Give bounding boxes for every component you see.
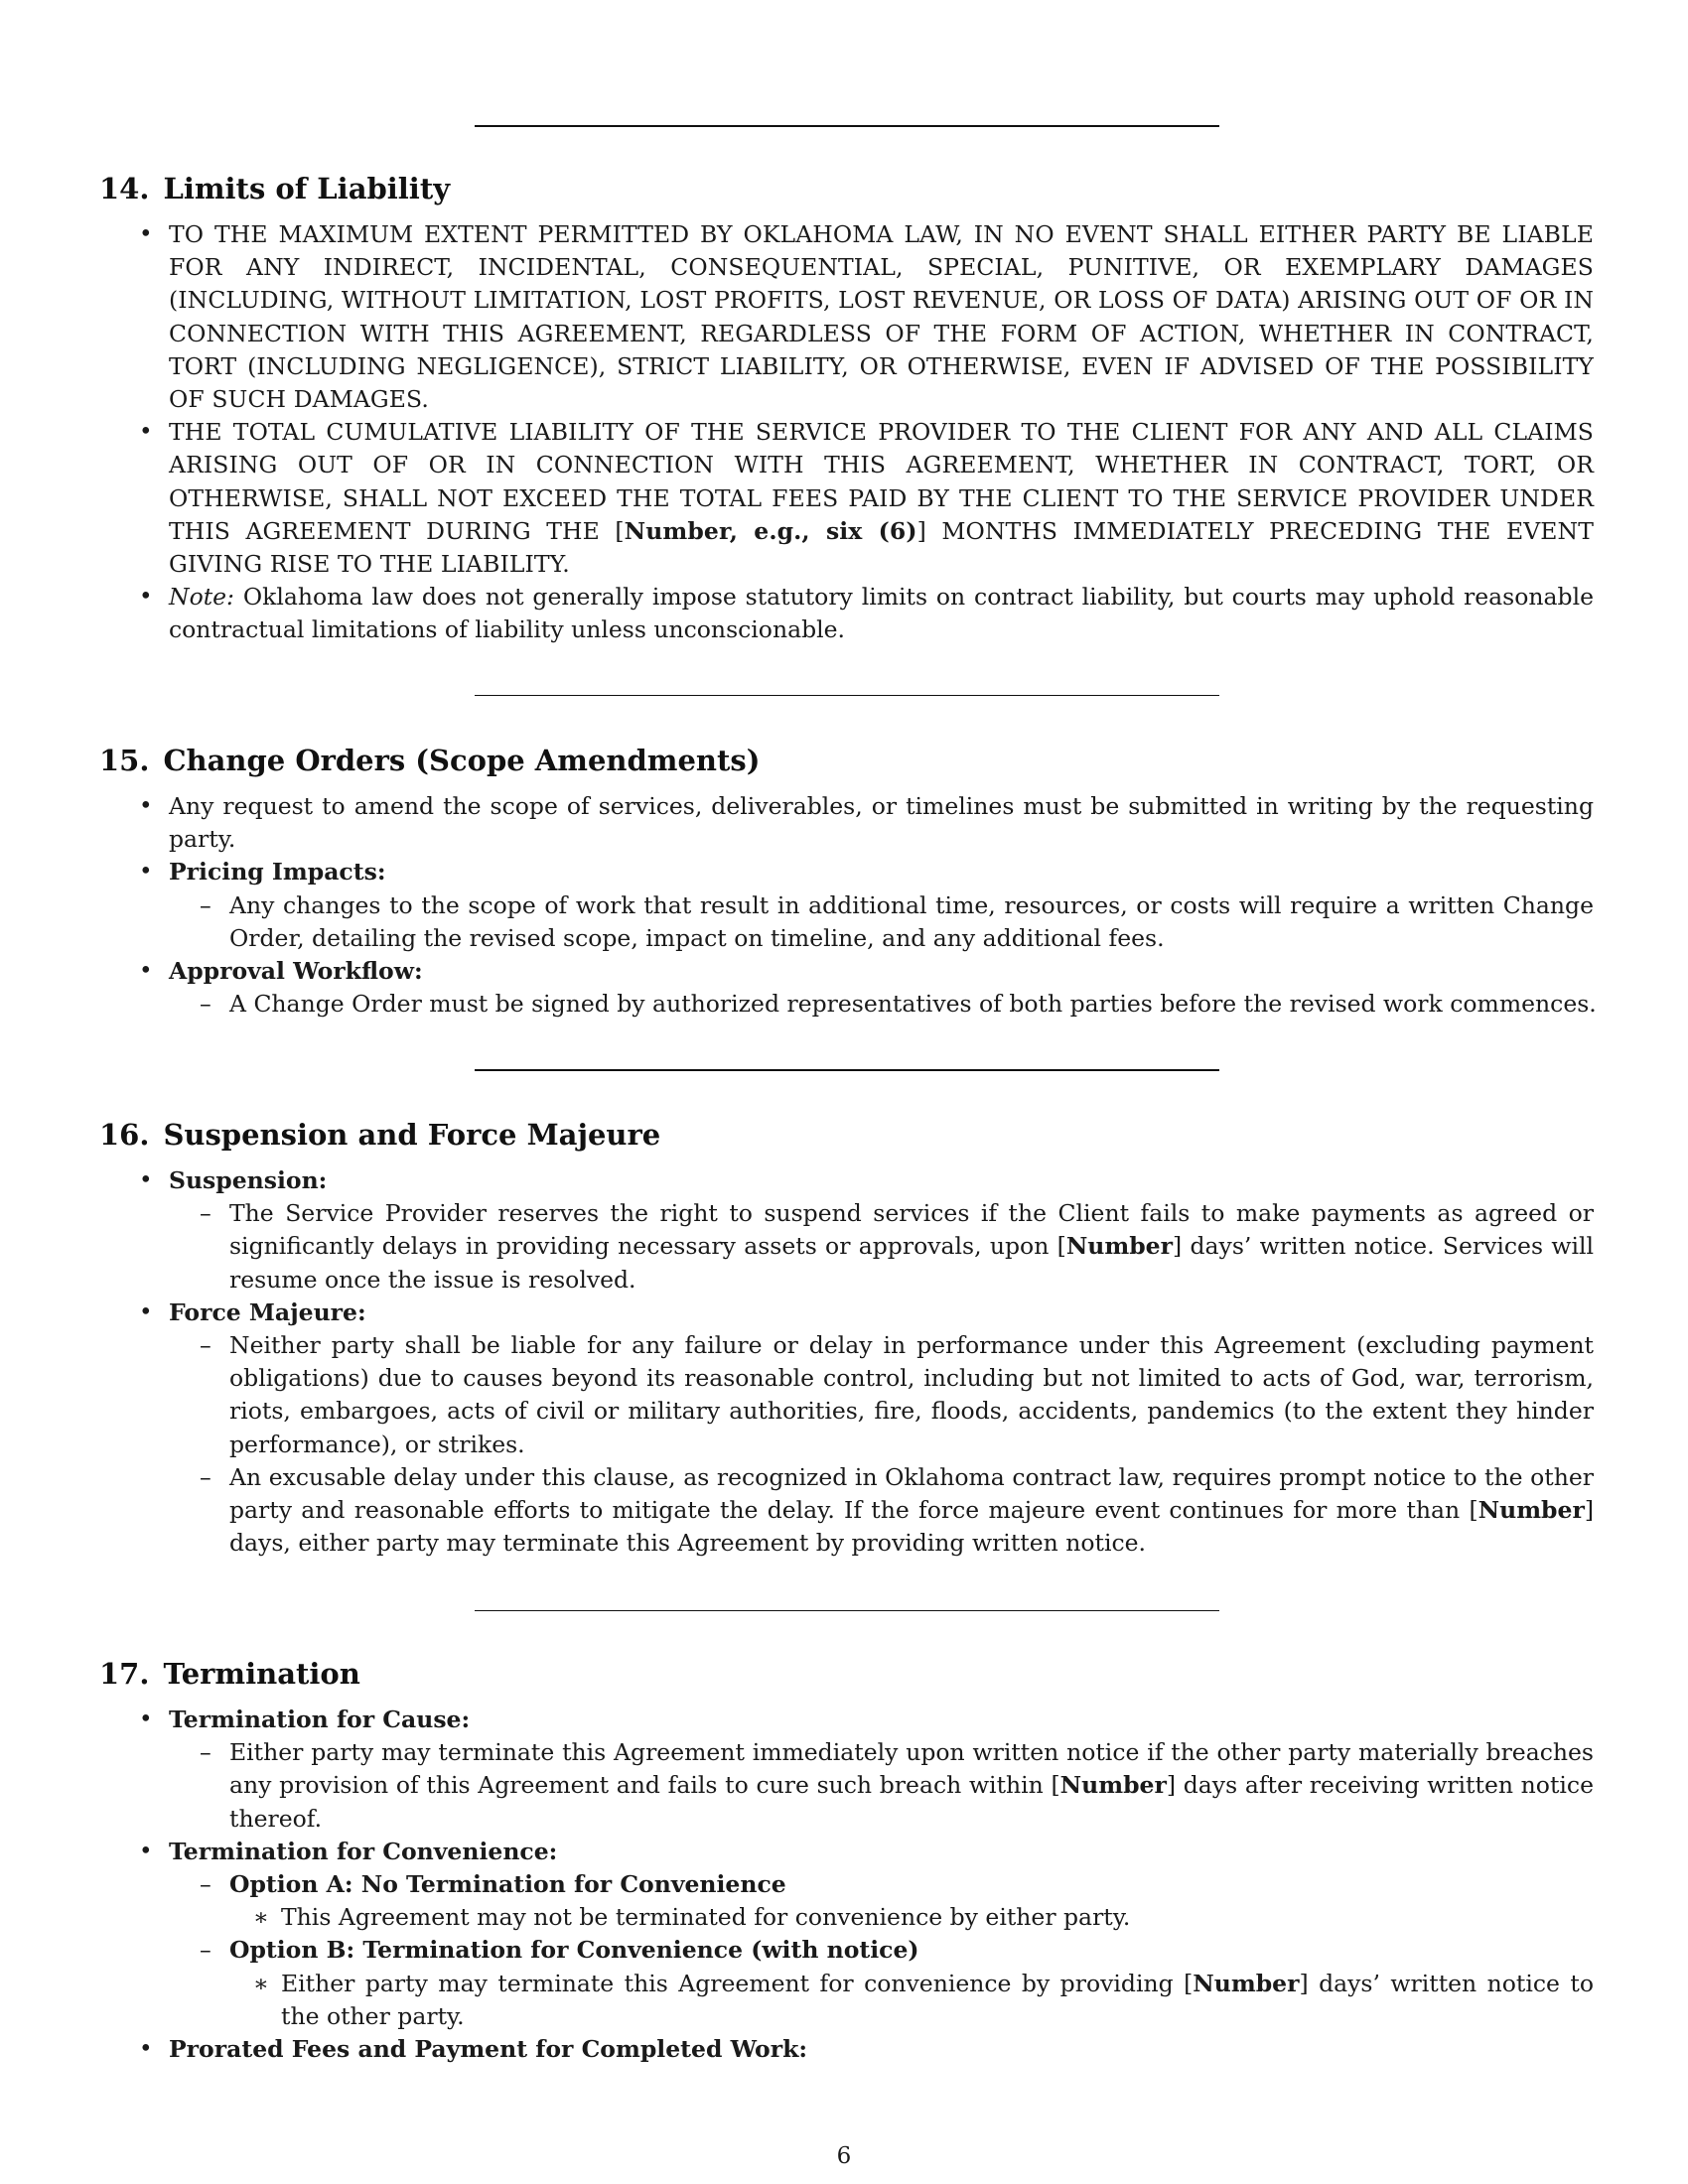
list-item: [99, 1704, 1594, 1836]
list-item: [99, 2033, 1594, 2066]
sub-sub-list: [229, 1968, 1594, 2033]
section-number: 15.: [99, 744, 150, 777]
placeholder-number: Number, e.g., six (6): [624, 516, 917, 545]
item-text: This Agreement may not be terminated for convenience by either party.: [281, 1903, 1131, 1932]
item-text: ] days’ written notice. Services will resume once the issue is resolved.: [229, 1232, 1594, 1294]
sub-list: [169, 889, 1594, 955]
sub-list: [169, 1197, 1594, 1297]
page-number: 6: [836, 2143, 852, 2169]
item-text: TO THE MAXIMUM EXTENT PERMITTED BY OKLAHOMA LAW, IN NO EVENT SHALL EITHER PARTY BE LIABLE FOR ANY INDIRECT, INCIDENTAL, CONSEQUENTIAL, SPECIAL, PUNITIVE, OR EXEMPLARY DAMAGES (INCLUDING, WITHOUT LIMITATION, LOST PROFITS, LOST REVENUE, OR LOSS OF DATA) ARISING OUT OF OR IN CONNECTION WITH THIS AGREEMENT, REGARDLESS OF THE FORM OF ACTION, WHETHER IN CONTRACT, TORT (INCLUDING NEGLIGENCE), STRICT LIABILITY, OR OTHERWISE, EVEN IF ADVISED OF THE POSSIBILITY OF SUCH DAMAGES.: [169, 220, 1594, 414]
placeholder-number: Number: [1477, 1496, 1585, 1525]
item-label: Termination for Cause:: [169, 1706, 471, 1733]
section-15: [99, 743, 1597, 1021]
placeholder-number: Number: [1193, 1969, 1300, 1997]
list-item: [99, 1297, 1594, 1561]
list-item: [99, 581, 1594, 646]
note-label: Note:: [169, 583, 234, 612]
item-text: Oklahoma law does not generally impose statutory limits on contract liability, but courts may uphold reasonable contractual limitations of liability unless unconscionable.: [169, 583, 1594, 644]
item-text: ] days’ written notice to the other party.: [281, 1969, 1594, 2030]
bullet-list: [99, 1704, 1594, 2066]
section-heading: [99, 1656, 1594, 1692]
list-item: [99, 955, 1597, 1021]
section-title: Limits of Liability: [163, 172, 451, 205]
sub-list: [169, 1736, 1594, 1836]
item-label: Suspension:: [169, 1166, 328, 1194]
bullet-list: [99, 1164, 1594, 1560]
section-divider: [475, 1610, 1219, 1611]
list-item: [99, 218, 1594, 416]
placeholder-number: Number: [1059, 1771, 1167, 1800]
item-label: Force Majeure:: [169, 1297, 366, 1326]
item-text: Any changes to the scope of work that result in additional time, resources, or costs will require a written Change Order, detailing the revised scope, impact on timeline, and any additional fees.: [229, 890, 1594, 952]
item-text: ] days, either party may terminate this Agreement by providing written notice.: [229, 1496, 1594, 1558]
list-item: [99, 790, 1594, 856]
placeholder-number: Number: [1065, 1232, 1174, 1261]
item-text: Any request to amend the scope of services, deliverables, or timelines must be submitted in writing by the requesting party.: [169, 792, 1594, 854]
sub-item: [169, 1868, 1594, 1934]
list-item: [99, 1164, 1594, 1297]
section-title: Change Orders (Scope Amendments): [163, 744, 761, 777]
sub-sub-item: [229, 1968, 1594, 2033]
section-divider: [475, 1069, 1219, 1071]
option-label: Option B: Termination for Convenience (with notice): [229, 1936, 919, 1965]
item-text: The Service Provider reserves the right to suspend services if the Client fails to make payments as agreed or significantly delays in providing necessary assets or approvals, upon [: [229, 1199, 1594, 1261]
section-divider: [475, 125, 1219, 127]
sub-item: [169, 1197, 1594, 1297]
bullet-list: [99, 218, 1594, 647]
item-label: Termination for Convenience:: [169, 1837, 558, 1865]
list-item: [99, 1836, 1594, 2033]
section-number: 17.: [99, 1657, 150, 1691]
item-text: Neither party shall be liable for any failure or delay in performance under this Agreement (excluding payment obligations) due to causes beyond its reasonable control, including but not limited to acts of God, war, terrorism, riots, embargoes, acts of civil or military authorities, fire, floods, accidents, pandemics (to the extent they hinder performance), or strikes.: [229, 1331, 1594, 1458]
item-label: Pricing Impacts:: [169, 858, 386, 887]
item-text: Either party may terminate this Agreement immediately upon written notice if the other party materially breaches any provision of this Agreement and fails to cure such breach within [: [229, 1738, 1594, 1800]
sub-item: [169, 1461, 1594, 1561]
item-text: An excusable delay under this clause, as recognized in Oklahoma contract law, requires prompt notice to the other party and reasonable efforts to mitigate the delay. If the force majeure event continues for more than [: [229, 1462, 1594, 1525]
sub-list: [169, 988, 1597, 1021]
section-title: Suspension and Force Majeure: [163, 1118, 661, 1152]
section-16: [99, 1117, 1594, 1560]
bullet-list: [99, 790, 1597, 1021]
section-number: 14.: [99, 172, 150, 205]
item-text: ] days after receiving written notice thereof.: [229, 1771, 1594, 1833]
section-14: [99, 171, 1594, 647]
sub-item: [169, 1934, 1594, 2033]
sub-list: [169, 1868, 1594, 2033]
section-divider: [475, 695, 1219, 696]
item-text: A Change Order must be signed by authorized representatives of both parties before the revised work commences.: [229, 990, 1597, 1019]
list-item: [99, 416, 1594, 581]
section-number: 16.: [99, 1118, 150, 1152]
item-label: Approval Workflow:: [169, 957, 423, 986]
section-heading: [99, 743, 1594, 778]
item-label: Prorated Fees and Payment for Completed Work:: [169, 2035, 808, 2064]
section-heading: [99, 171, 1594, 206]
section-17: [99, 1656, 1594, 2066]
sub-list: [169, 1329, 1594, 1560]
list-item: [99, 856, 1594, 955]
sub-item: [169, 889, 1594, 955]
sub-sub-item: [229, 1901, 1594, 1934]
sub-item: [169, 1329, 1594, 1461]
section-heading: [99, 1117, 1594, 1153]
item-text: Either party may terminate this Agreement for convenience by providing [: [281, 1969, 1194, 1997]
sub-sub-list: [229, 1901, 1594, 1934]
option-label: Option A: No Termination for Convenience: [229, 1870, 786, 1899]
item-text: THE TOTAL CUMULATIVE LIABILITY OF THE SERVICE PROVIDER TO THE CLIENT FOR ANY AND ALL CLAIMS ARISING OUT OF OR IN CONNECTION WITH THIS AGREEMENT, WHETHER IN CONTRACT, TORT, OR OTHERWISE, SHALL NOT EXCEED THE TOTAL FEES PAID BY THE CLIENT TO THE SERVICE PROVIDER UNDER THIS AGREEMENT DURING THE [: [169, 418, 1594, 545]
item-text: ] MONTHS IMMEDIATELY PRECEDING THE EVENT GIVING RISE TO THE LIABILITY.: [169, 516, 1594, 579]
sub-item: [169, 1736, 1594, 1836]
sub-item: [169, 988, 1597, 1021]
section-title: Termination: [163, 1657, 360, 1691]
